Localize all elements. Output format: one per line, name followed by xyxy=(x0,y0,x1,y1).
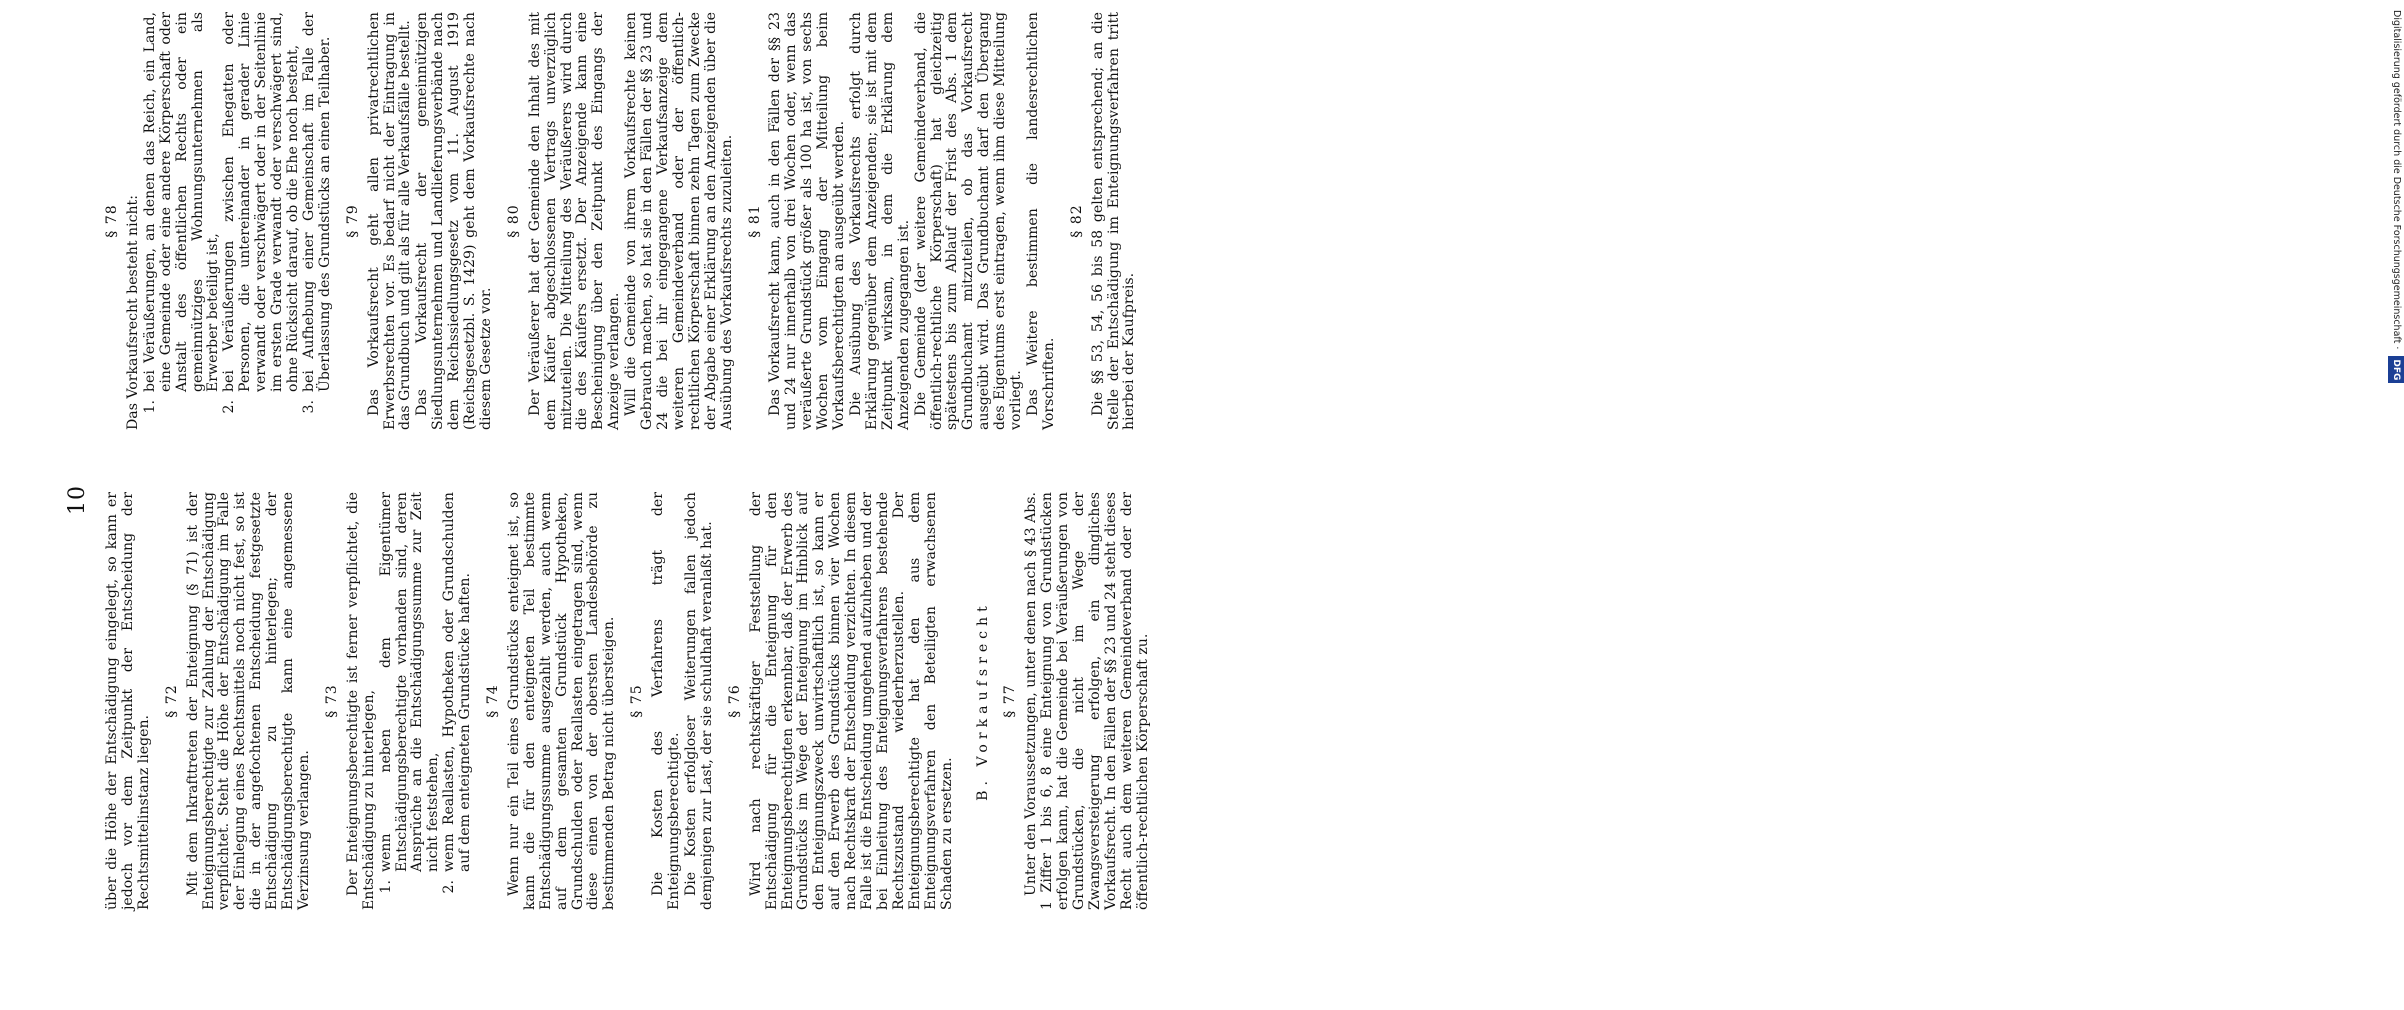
section-73-title: § 73 xyxy=(323,684,340,718)
section-82-paragraph: Die §§ 53, 54, 56 bis 58 gelten entsprechend; an die Stelle der Entschädigung im Enteignungsverfahren tritt hierbei der Kaufpreis. xyxy=(1089,12,1138,430)
digitization-note-text: Digitalisierung gefördert durch die Deutsche Forschungsgemeinschaft · xyxy=(2391,10,2402,353)
section-75-title: § 75 xyxy=(629,684,646,718)
section-79-title: § 79 xyxy=(344,204,361,238)
digitization-note xyxy=(1404,0,2402,1000)
section-72-paragraph: Mit dem Inkrafttreten der Enteignung (§ 71) ist der Enteignungsberechtigte zur Zahlung der Entschädigung verpflichtet. Steht die Höhe der Entschädigung im Falle der Einlegung eines Rechtsmittels noch nicht fest, so ist die in der angefochtenen Entscheidung festgesetzte Entschädigung zu hinterlegen; der Entschädigungsberechtigte kann eine angemessene Verzinsung verlangen. xyxy=(184,492,312,910)
list-item xyxy=(143,12,223,430)
list-item-number: 1. xyxy=(377,880,394,894)
section-b-heading: B. Vorkaufsrecht xyxy=(974,601,991,801)
section-79-paragraph: Das Vorkaufsrecht geht allen privatrechtlichen Erwerbsrechten vor. Es bedarf nicht der Eintragung in das Grundbuch und gilt als für alle Verkaufsfälle bestellt. xyxy=(365,12,414,430)
list-item-text: bei Veräußerungen zwischen Ehegatten oder Personen, die untereinander in gerader Linie verwandt oder verschwägert oder in der Seitenlinie im ersten Grade verwandt oder verschwägert sind, ohne Rücksicht darauf, ob die Ehe noch besteht, xyxy=(221,12,301,392)
section-76-title: § 76 xyxy=(726,684,743,718)
right-column xyxy=(105,12,1139,430)
left-column xyxy=(105,492,1153,910)
section-77-title: § 77 xyxy=(1002,684,1019,718)
section-78-list xyxy=(143,12,334,430)
section-74-paragraph: Wenn nur ein Teil eines Grundstücks enteignet ist, so kann die für den enteigneten Teil bestimmte Entschädigungssumme ausgezahlt werden, auch wenn auf dem gesamten Grundstück Hypotheken, Grundschulden oder Reallasten eingetragen sind, wenn diese einen von der obersten Landesbehörde zu bestimmenden Betrag nicht übersteigen. xyxy=(505,492,618,910)
section-81-paragraph: Das Weitere bestimmen die landesrechtlichen Vorschriften. xyxy=(1024,12,1057,430)
list-item-text: wenn Reallasten, Hypotheken oder Grundschulden auf dem enteigneten Grundstücke haften. xyxy=(441,492,474,872)
list-item-number: 1. xyxy=(141,400,158,414)
list-item-number: 3. xyxy=(300,400,317,414)
list-item xyxy=(379,492,443,910)
section-72-title: § 72 xyxy=(163,684,180,718)
section-76-paragraph: Wird nach rechtskräftiger Feststellung der Entschädigung für die Enteignung für den Enteignungsberechtigten erkennbar, daß der Erwerb des Grundstücks im Wege der Enteignung im Hinblick auf den Enteignungszweck unwirtschaftlich ist, so kann er auf den Erwerb des Grundstücks binnen vier Wochen nach Rechtskraft der Entscheidung verzichten. In diesem Falle ist die Entscheidung umgehend aufzuheben und der bei Einleitung des Enteignungsverfahrens bestehende Rechtszustand wiederherzustellen. Der Enteignungsberechtigte hat den aus dem Enteignungsverfahren den Beteiligten erwachsenen Schaden zu ersetzen. xyxy=(747,492,955,910)
section-74-title: § 74 xyxy=(485,684,502,718)
section-81-paragraph: Die Ausübung des Vorkaufsrechts erfolgt durch Erklärung gegenüber dem Anzeigenden; sie ist mit dem Zeitpunkt wirksam, in dem die Erklärung dem Anzeigenden zugegangen ist. xyxy=(847,12,912,430)
list-item xyxy=(222,12,302,430)
section-73-list xyxy=(379,492,474,910)
section-80-title: § 80 xyxy=(505,204,522,238)
section-75-paragraph: Die Kosten des Verfahrens trägt der Enteignungsberechtigte. xyxy=(650,492,683,910)
list-item xyxy=(302,12,334,430)
paragraph-continuation: über die Höhe der Entschädigung eingelegt, so kann er jedoch vor dem Zeitpunkt der Entscheidung der Rechtsmittelinstanz liegen. xyxy=(104,492,152,910)
page-number: 10 xyxy=(65,485,90,515)
section-78-title: § 78 xyxy=(104,204,120,238)
section-82-title: § 82 xyxy=(1068,204,1085,238)
dfg-logo: DFG xyxy=(2388,356,2404,383)
section-80-paragraph: Will die Gemeinde von ihrem Vorkaufsrechte keinen Gebrauch machen, so hat sie in den Fällen der §§ 23 und 24 die bei ihr eingegangene Verkaufsanzeige dem weiteren Gemeindeverband oder der öffentlich-rechtlichen Körperschaft binnen zehn Tagen zum Zwecke der Abgabe einer Erklärung an den Anzeigenden über die Ausübung des Vorkaufsrechts zuzuleiten. xyxy=(623,12,735,430)
section-80-paragraph: Der Veräußerer hat der Gemeinde den Inhalt des mit dem Käufer abgeschlossenen Vertrags unverzüglich mitzuteilen. Die Mitteilung des Veräußerers wird durch die des Käufers ersetzt. Der Anzeigende kann eine Bescheinigung über den Zeitpunkt des Eingangs der Anzeige verlangen. xyxy=(526,12,623,430)
list-item-text: bei Veräußerungen, an denen das Reich, ein Land, eine Gemeinde oder eine andere Körperschaft oder Anstalt des öffentlichen Rechts oder ein gemeinnütziges Wohnungsunternehmen als Erwerber beteiligt ist, xyxy=(141,12,222,392)
section-77-paragraph: Unter den Voraussetzungen, unter denen nach § 43 Abs. 1 Ziffer 1 bis 6, 8 eine Enteignung von Grundstücken erfolgen kann, hat die Gemeinde bei Veräußerungen von Grundstücken, die nicht im Wege der Zwangsversteigerung erfolgen, ein dingliches Vorkaufsrecht. In den Fällen der §§ 23 und 24 steht dieses Recht auch dem weiteren Gemeindeverband oder der öffentlich-rechtlichen Körperschaft zu. xyxy=(1023,492,1151,910)
list-item-text: wenn neben dem Eigentümer Entschädigungsberechtigte vorhanden sind, deren Ansprüche an die Entschädigungssumme zur Zeit nicht feststehen, xyxy=(377,492,442,872)
list-item-number: 2. xyxy=(441,880,458,894)
list-item xyxy=(442,492,474,910)
list-item-number: 2. xyxy=(221,400,238,414)
section-79-paragraph: Das Vorkaufsrecht der gemeinnützigen Siedlungsunternehmen und Landlieferungsverbände nach dem Reichssiedlungsgesetz vom 11. August 1919 (Reichsgesetzbl. S. 1429) geht dem Vorkaufsrechte nach diesem Gesetze vor. xyxy=(414,12,494,430)
section-81-paragraph: Das Vorkaufsrecht kann, auch in den Fällen der §§ 23 und 24 nur innerhalb von drei Wochen oder, wenn das veräußerte Grundstück größer als 100 ha ist, von sechs Wochen vom Eingang der Mitteilung beim Vorkaufsberechtigten an ausgeübt werden. xyxy=(767,12,848,430)
list-item-text: bei Aufhebung einer Gemeinschaft im Falle der Überlassung des Grundstücks an einen Teilhaber. xyxy=(300,12,333,392)
section-78-lead: Das Vorkaufsrecht besteht nicht: xyxy=(124,195,141,430)
section-81-title: § 81 xyxy=(746,204,763,238)
section-75-paragraph: Die Kosten erfolgloser Weiterungen fallen jedoch demjenigen zur Last, der sie schuldhaft veranlaßt hat. xyxy=(683,492,715,910)
section-81-paragraph: Die Gemeinde (der weitere Gemeindeverband, die öffentlich-rechtliche Körperschaft) hat gleichzeitig spätestens bis zum Ablauf der Frist des Abs. 1 dem Grundbuchamt mitzuteilen, ob das Vorkaufsrecht ausgeübt wird. Das Grundbuchamt darf den Übergang des Eigentums erst eintragen, wenn ihm diese Mitteilung vorliegt. xyxy=(912,12,1025,430)
section-73-paragraph: Der Enteignungsberechtigte ist ferner verpflichtet, die Entschädigung zu hinterlegen, xyxy=(344,492,377,910)
